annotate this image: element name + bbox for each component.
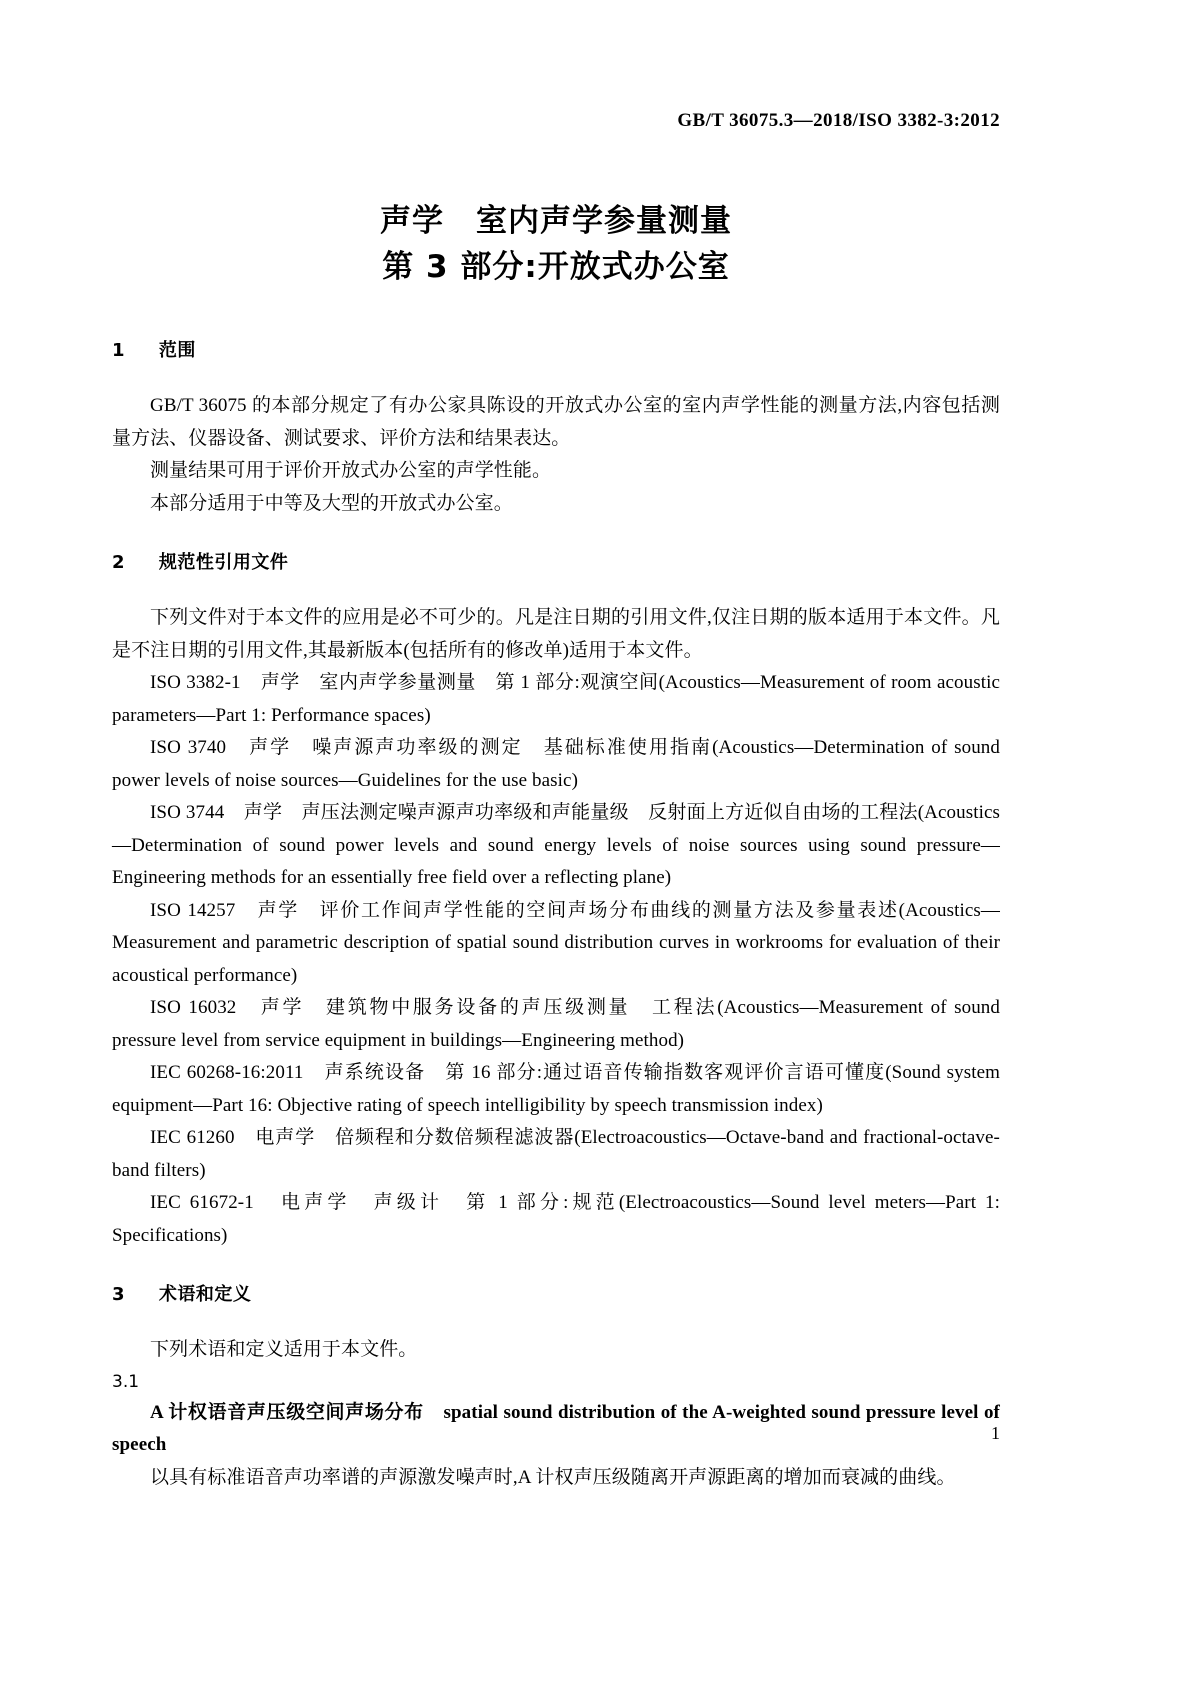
section-title-3: 术语和定义	[158, 1284, 252, 1305]
document-header-code: GB/T 36075.3—2018/ISO 3382-3:2012	[677, 110, 1000, 131]
paragraph: 下列术语和定义适用于本文件。	[150, 1339, 418, 1360]
normative-reference: ISO 3382-1 声学 室内声学参量测量 第 1 部分:观演空间(Acoustics—Measurement of room acoustic parameters—Part 1: Performance spaces)	[112, 672, 1000, 726]
normative-reference: ISO 14257 声学 评价工作间声学性能的空间声场分布曲线的测量方法及参量表述(Acoustics—Measurement and parametric description of spatial sound distribution curves in workrooms for evaluation of their acoustical performance)	[112, 899, 1000, 986]
normative-reference: IEC 61672-1 电声学 声级计 第 1 部分:规范(Electroacoustics—Sound level meters—Part 1: Specifications)	[112, 1192, 1000, 1246]
paragraph: GB/T 36075 的本部分规定了有办公家具陈设的开放式办公室的室内声学性能的测量方法,内容包括测量方法、仪器设备、测试要求、评价方法和结果表达。	[112, 395, 1000, 449]
normative-reference: IEC 60268-16:2011 声系统设备 第 16 部分:通过语音传输指数客观评价言语可懂度(Sound system equipment—Part 16: Objective rating of speech intelligibility by speech transmission index)	[112, 1062, 1000, 1116]
term-definition: 以具有标准语音声功率谱的声源激发噪声时,A 计权声压级随离开声源距离的增加而衰减的曲线。	[150, 1466, 956, 1488]
normative-reference: IEC 61260 电声学 倍频程和分数倍频程滤波器(Electroacoustics—Octave-band and fractional-octave-band filters)	[112, 1127, 1000, 1181]
paragraph: 下列文件对于本文件的应用是必不可少的。凡是注日期的引用文件,仅注日期的版本适用于本文件。凡是不注日期的引用文件,其最新版本(包括所有的修改单)适用于本文件。	[112, 607, 1000, 661]
section-heading-1	[112, 338, 1000, 364]
normative-reference: ISO 3740 声学 噪声源声功率级的测定 基础标准使用指南(Acoustics—Determination of sound power levels of noise sources—Guidelines for the use basic)	[112, 737, 1000, 791]
document-body	[112, 338, 1000, 1494]
title-line-2: 第 3 部分:开放式办公室	[382, 249, 730, 285]
title-line-1: 声学 室内声学参量测量	[380, 203, 732, 239]
term-number: 3.1	[112, 1371, 140, 1392]
normative-reference: ISO 3744 声学 声压法测定噪声源声功率级和声能量级 反射面上方近似自由场的工程法(Acoustics—Determination of sound power levels and sound energy levels of noise sources using sound pressure—Engineering methods for an essentially free field over a reflecting plane)	[112, 802, 1000, 888]
section-number-1: 1	[112, 340, 126, 361]
page-content	[112, 0, 1000, 1684]
section-title-1: 范围	[158, 340, 196, 361]
section-number-2: 2	[112, 552, 126, 573]
section-heading-3	[112, 1282, 1000, 1308]
normative-reference: ISO 16032 声学 建筑物中服务设备的声压级测量 工程法(Acoustics—Measurement of sound pressure level from service equipment in buildings—Engineering method)	[112, 997, 1000, 1051]
paragraph: 本部分适用于中等及大型的开放式办公室。	[150, 492, 513, 514]
section-number-3: 3	[112, 1284, 126, 1305]
document-title	[112, 198, 1000, 290]
section-heading-2	[112, 550, 1000, 576]
page-number: 1	[991, 1423, 1000, 1443]
section-title-2: 规范性引用文件	[158, 552, 289, 573]
paragraph: 测量结果可用于评价开放式办公室的声学性能。	[150, 460, 552, 481]
term-name: A 计权语音声压级空间声场分布 spatial sound distribution of the A-weighted sound pressure level of speech	[112, 1401, 1000, 1455]
